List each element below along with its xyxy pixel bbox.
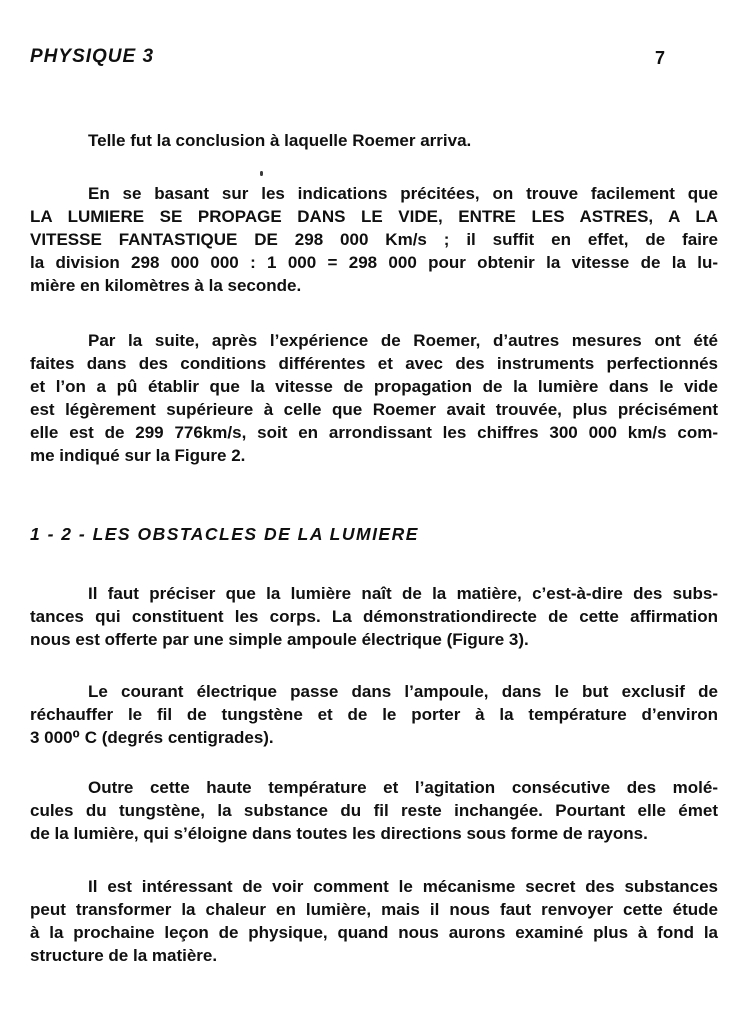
- paragraph: [30, 582, 718, 651]
- text-line: peut transformer la chaleur en lumière, mais il nous faut renvoyer cette étude: [30, 900, 718, 919]
- text-line: la division 298 000 000 : 1 000 = 298 000 pour obtenir la vitesse de la lu-: [30, 253, 718, 272]
- text-line: 3 000⁰ C (degrés centigrades).: [30, 728, 274, 747]
- paragraph: [30, 182, 718, 297]
- text-line: LA LUMIERE SE PROPAGE DANS LE VIDE, ENTRE LES ASTRES, A LA: [30, 207, 718, 226]
- text-line: et l’on a pû établir que la vitesse de propagation de la lumière dans le vide: [30, 377, 718, 396]
- paragraph: [30, 776, 718, 845]
- text-line: à la prochaine leçon de physique, quand nous aurons examiné plus à fond la: [30, 923, 718, 942]
- text-line: réchauffer le fil de tungstène et de le porter à la température d’environ: [30, 705, 718, 724]
- text-line: Par la suite, après l’expérience de Roemer, d’autres mesures ont été: [88, 331, 718, 350]
- section-heading: 1 - 2 - LES OBSTACLES DE LA LUMIERE: [30, 524, 419, 544]
- paragraph: [30, 680, 718, 749]
- paragraph: [30, 875, 718, 967]
- page-title: PHYSIQUE 3: [30, 46, 155, 67]
- text-line: nous est offerte par une simple ampoule électrique (Figure 3).: [30, 630, 529, 649]
- text-line: elle est de 299 776km/s, soit en arrondissant les chiffres 300 000 km/s com-: [30, 423, 718, 442]
- text-line: Outre cette haute température et l’agitation consécutive des molé-: [88, 778, 718, 797]
- text-line: mière en kilomètres à la seconde.: [30, 276, 302, 295]
- text-line: me indiqué sur la Figure 2.: [30, 446, 246, 465]
- text-line: Le courant électrique passe dans l’ampoule, dans le but exclusif de: [88, 682, 718, 701]
- text-line: Il est intéressant de voir comment le mécanisme secret des substances: [88, 877, 718, 896]
- text-line: cules du tungstène, la substance du fil reste inchangée. Pourtant elle émet: [30, 801, 718, 820]
- page-number: 7: [655, 48, 666, 68]
- text-line: de la lumière, qui s’éloigne dans toutes les directions sous forme de rayons.: [30, 824, 648, 843]
- paragraph: [30, 329, 718, 467]
- text-line: Il faut préciser que la lumière naît de la matière, c’est-à-dire des subs-: [88, 584, 718, 603]
- text-line: tances qui constituent les corps. La démonstrationdirecte de cette affirmation: [30, 607, 718, 626]
- document-body: [30, 129, 718, 967]
- text-line: structure de la matière.: [30, 946, 218, 965]
- text-line: VITESSE FANTASTIQUE DE 298 000 Km/s ; il suffit en effet, de faire: [30, 230, 718, 249]
- text-line: Telle fut la conclusion à laquelle Roemer arriva.: [88, 131, 472, 150]
- text-line: faites dans des conditions différentes et avec des instruments perfectionnés: [30, 354, 718, 373]
- paragraph: [30, 129, 718, 152]
- text-line: En se basant sur les indications précitées, on trouve facilement que: [88, 184, 718, 203]
- text-line: est légèrement supérieure à celle que Roemer avait trouvée, plus précisément: [30, 400, 718, 419]
